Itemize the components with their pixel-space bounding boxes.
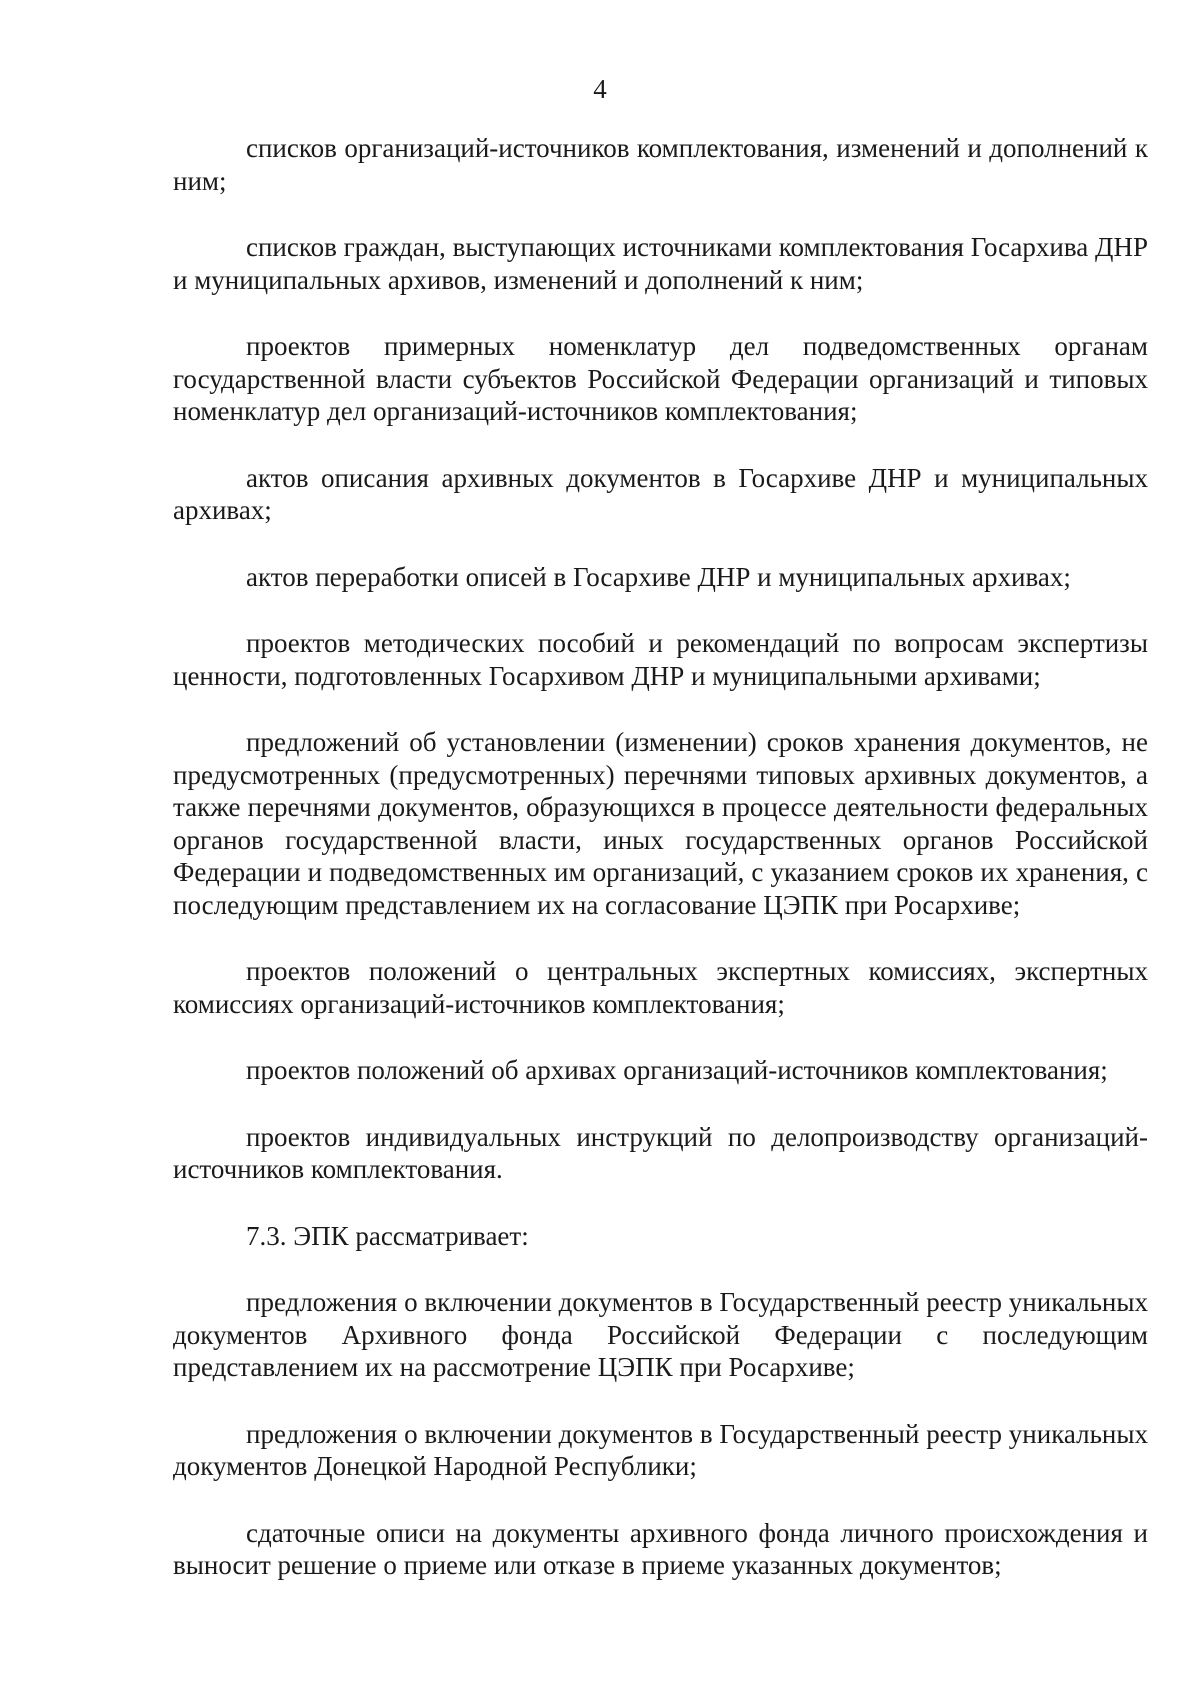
- paragraph-13: предложения о включении документов в Государственный реестр уникальных документов Донецкой Народной Республики;: [173, 1418, 1148, 1481]
- paragraph-8: проектов положений о центральных экспертных комиссиях, экспертных комиссиях организаций-источников комплектования;: [173, 956, 1148, 1019]
- paragraph-7: предложений об установлении (изменении) сроков хранения документов, не предусмотренных (предусмотренных) перечнями типовых архивных документов, а также перечнями документов, образующихся в процессе деятельности федеральных органов государственной власти, иных государственных органов Российской Федерации и подведомственных им организаций, с указанием сроков их хранения, с последующим представлением их на согласование ЦЭПК при Росархиве;: [173, 727, 1148, 920]
- paragraph-1: списков организаций-источников комплектования, изменений и дополнений к ним;: [173, 133, 1148, 196]
- paragraph-14: сдаточные описи на документы архивного фонда личного происхождения и выносит решение о приеме или отказе в приеме указанных документов;: [173, 1517, 1148, 1580]
- paragraph-12: предложения о включении документов в Государственный реестр уникальных документов Архивного фонда Российской Федерации с последующим представлением их на рассмотрение ЦЭПК при Росархиве;: [173, 1287, 1148, 1382]
- paragraph-2: списков граждан, выступающих источниками комплектования Госархива ДНР и муниципальных архивов, изменений и дополнений к ним;: [173, 232, 1148, 295]
- paragraph-5: актов переработки описей в Госархиве ДНР и муниципальных архивах;: [246, 561, 1071, 592]
- document-body: [173, 132, 1148, 1616]
- paragraph-3: проектов примерных номенклатур дел подведомственных органам государственной власти субъектов Российской Федерации организаций и типовых номенклатур дел организаций-источников комплектования;: [173, 331, 1148, 426]
- paragraph-6: проектов методических пособий и рекомендаций по вопросам экспертизы ценности, подготовленных Госархивом ДНР и муниципальными архивами;: [173, 628, 1148, 691]
- section-heading-7-3: 7.3. ЭПК рассматривает:: [246, 1220, 529, 1251]
- paragraph-9: проектов положений об архивах организаций-источников комплектования;: [246, 1055, 1108, 1085]
- paragraph-10: проектов индивидуальных инструкций по делопроизводству организаций-источников комплектования.: [173, 1121, 1148, 1184]
- paragraph-4: актов описания архивных документов в Госархиве ДНР и муниципальных архивах;: [173, 462, 1148, 525]
- page-number: 4: [593, 74, 607, 104]
